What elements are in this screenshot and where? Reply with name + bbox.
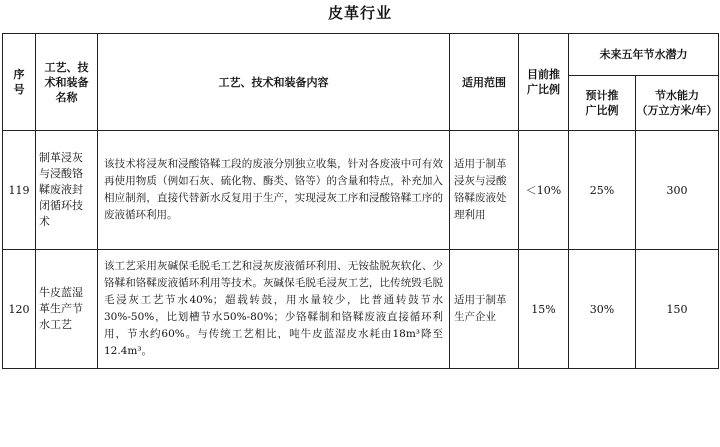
technology-table [2, 33, 719, 369]
row-future-ratio: 25% [569, 131, 636, 250]
row-name: 牛皮蓝湿 革生产节 水工艺 [36, 250, 98, 369]
header-future-potential: 未来五年节水潜力 [569, 34, 719, 76]
header-current-ratio: 目前推 广比例 [519, 34, 569, 131]
row-content: 该技术将浸灰和浸酸铬鞣工段的废液分别独立收集，针对各废液中可有效再使用物质（例如石灰、硫化物、酶类、铬等）的含量和特点，补充加入相应制剂，直接代替新水反复用于生产，实现浸灰工序和浸酸铬鞣工序的废液循环利用。 [98, 131, 450, 250]
row-current-ratio: ＜10% [519, 131, 569, 250]
table-row [3, 131, 719, 250]
page-title: 皮革行业 [327, 4, 392, 22]
header-scope: 适用范围 [450, 34, 519, 131]
table-row [3, 250, 719, 369]
row-seq: 120 [3, 250, 36, 369]
row-future-capacity: 150 [636, 250, 719, 369]
header-future-capacity: 节水能力 （万立方米/年） [636, 76, 719, 131]
row-current-ratio: 15% [519, 250, 569, 369]
row-future-ratio: 30% [569, 250, 636, 369]
row-scope: 适用于制革浸灰与浸酸铬鞣废液处理利用 [450, 131, 519, 250]
header-name: 工艺、技 术和装备 名称 [36, 34, 98, 131]
header-seq: 序 号 [3, 34, 36, 131]
row-future-capacity: 300 [636, 131, 719, 250]
row-scope: 适用于制革生产企业 [450, 250, 519, 369]
row-seq: 119 [3, 131, 36, 250]
row-name: 制革浸灰 与浸酸铬 鞣废液封 闭循环技 术 [36, 131, 98, 250]
row-content: 该工艺采用灰碱保毛脱毛工艺和浸灰废液循环利用、无铵盐脱灰软化、少铬鞣和铬鞣废液循环利用等技术。灰碱保毛脱毛浸灰工艺，比传统毁毛脱毛浸灰工艺节水40%；超载转鼓，用水量较少，比普通转鼓节水30%-50%，比划槽节水50%-80%；少铬鞣制和铬鞣废液直接循环利用，节水约60%。与传统工艺相比，吨牛皮蓝湿皮水耗由18m³降至12.4m³。 [98, 250, 450, 369]
header-content: 工艺、技术和装备内容 [98, 34, 450, 131]
header-future-ratio: 预计推 广比例 [569, 76, 636, 131]
header-row-1 [3, 34, 719, 76]
